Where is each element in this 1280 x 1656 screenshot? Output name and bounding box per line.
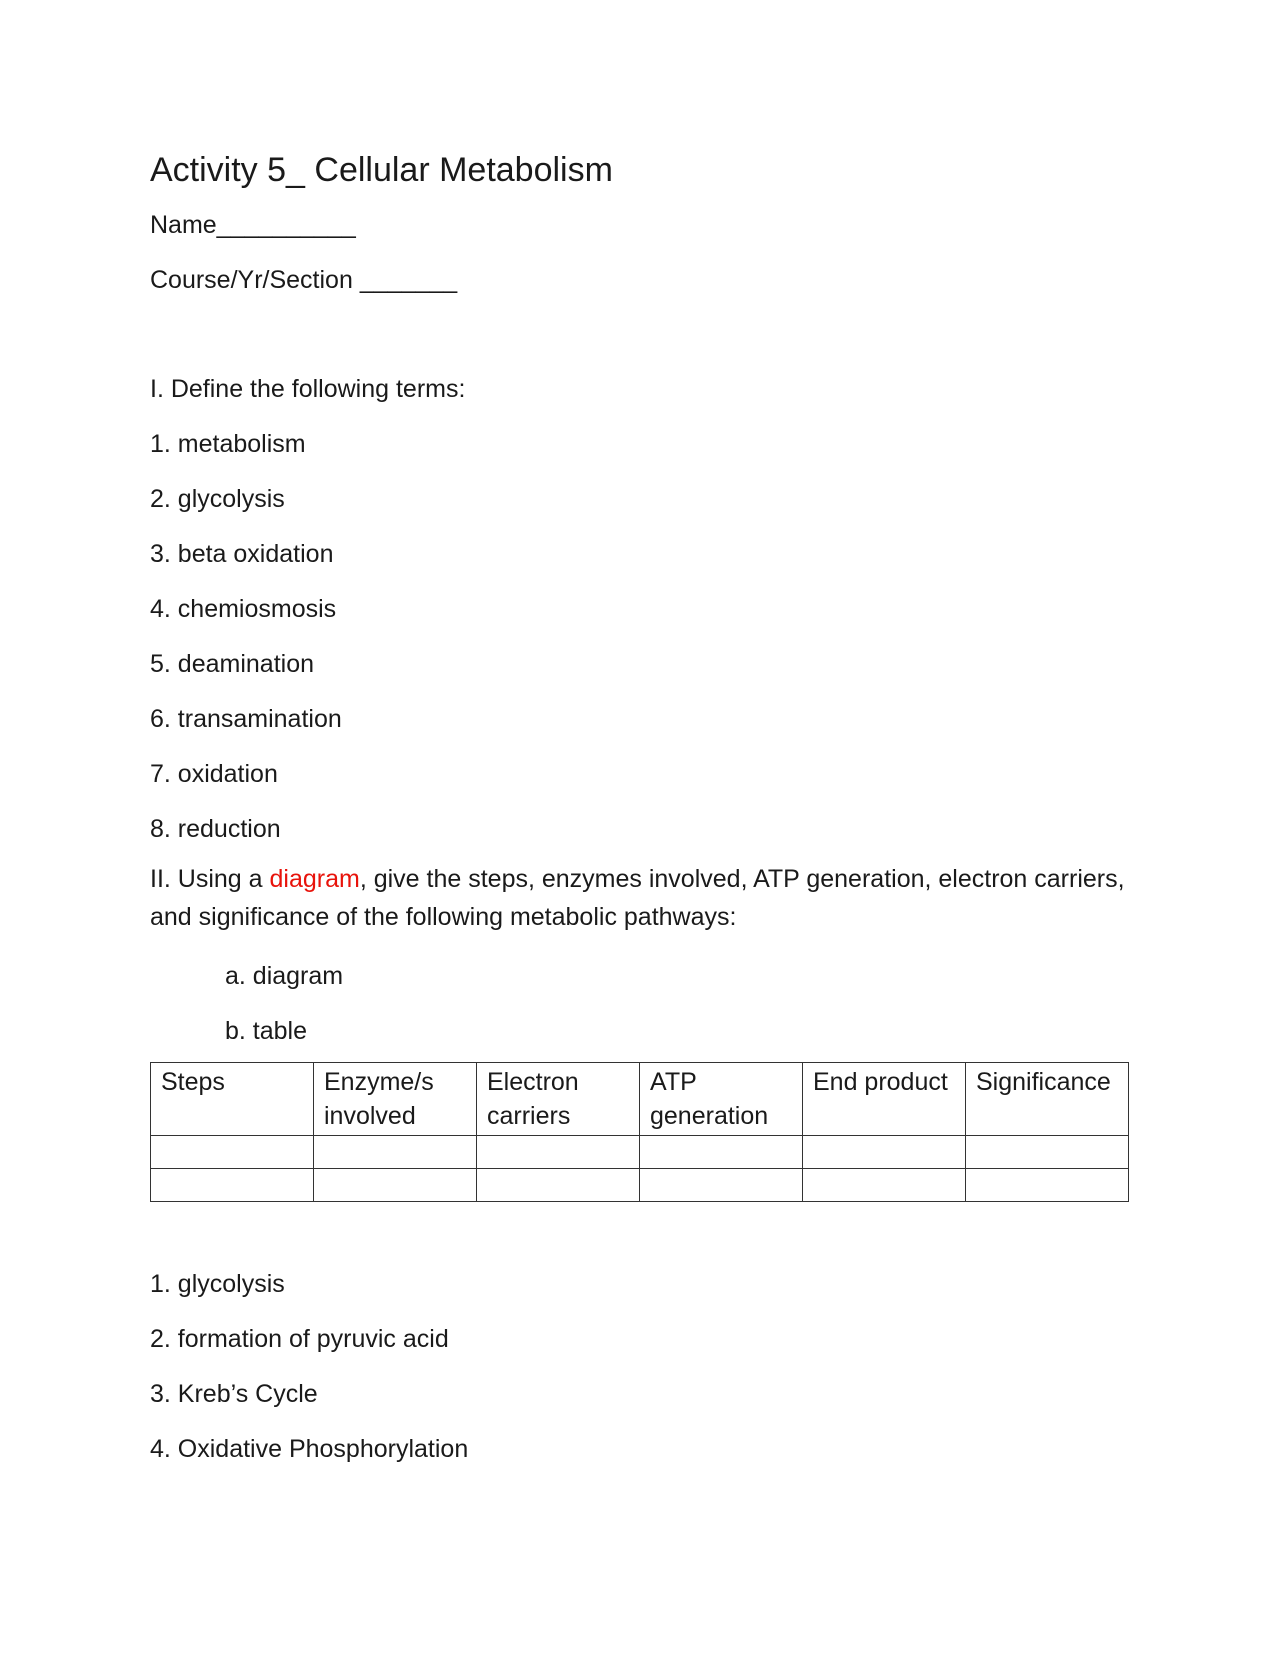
table-header-row — [151, 1063, 1129, 1136]
table-cell — [640, 1136, 803, 1169]
table-cell — [151, 1169, 314, 1202]
name-field-line: Name__________ — [150, 211, 356, 239]
term-item: 1. metabolism — [150, 430, 306, 458]
part2-text-start: II. Using a — [150, 865, 270, 893]
part2-highlight: diagram — [269, 865, 360, 893]
pathway-item: 3. Kreb’s Cycle — [150, 1380, 318, 1408]
pathway-table — [150, 1062, 1129, 1202]
option-table: b. table — [225, 1017, 308, 1045]
page-title: Activity 5_ Cellular Metabolism — [150, 151, 613, 189]
table-cell — [314, 1136, 477, 1169]
term-item: 7. oxidation — [150, 760, 278, 788]
part2-instructions — [150, 860, 1130, 936]
term-item: 6. transamination — [150, 705, 342, 733]
part1-heading: I. Define the following terms: — [150, 375, 466, 403]
table-cell — [477, 1136, 640, 1169]
pathway-item: 2. formation of pyruvic acid — [150, 1325, 449, 1353]
terms-list — [150, 429, 1130, 844]
table-header-cell: Steps — [151, 1063, 314, 1136]
table-cell — [803, 1169, 966, 1202]
worksheet-page — [150, 150, 1130, 1464]
table-cell — [640, 1169, 803, 1202]
table-cell — [314, 1169, 477, 1202]
table-cell — [966, 1136, 1129, 1169]
term-item: 5. deamination — [150, 650, 315, 678]
table-row — [151, 1169, 1129, 1202]
table-cell — [151, 1136, 314, 1169]
table-header-cell: Electron carriers — [477, 1063, 640, 1136]
pathway-item: 4. Oxidative Phosphorylation — [150, 1435, 469, 1463]
pathways-list — [150, 1269, 1130, 1464]
term-item: 4. chemiosmosis — [150, 595, 337, 623]
term-item: 2. glycolysis — [150, 485, 285, 513]
course-field-line: Course/Yr/Section _______ — [150, 266, 458, 294]
table-row — [151, 1136, 1129, 1169]
table-cell — [803, 1136, 966, 1169]
table-header-cell: Enzyme/s involved — [314, 1063, 477, 1136]
table-header-cell: Significance — [966, 1063, 1129, 1136]
part2-text-end: , give the steps, enzymes involved, ATP generation, electron carriers, and significance of the following metabolic pathways: — [150, 865, 1125, 931]
option-diagram: a. diagram — [225, 962, 344, 990]
table-header-cell: End product — [803, 1063, 966, 1136]
term-item: 8. reduction — [150, 815, 281, 843]
table-cell — [477, 1169, 640, 1202]
term-item: 3. beta oxidation — [150, 540, 334, 568]
pathway-item: 1. glycolysis — [150, 1270, 285, 1298]
table-header-cell: ATP generation — [640, 1063, 803, 1136]
table-cell — [966, 1169, 1129, 1202]
